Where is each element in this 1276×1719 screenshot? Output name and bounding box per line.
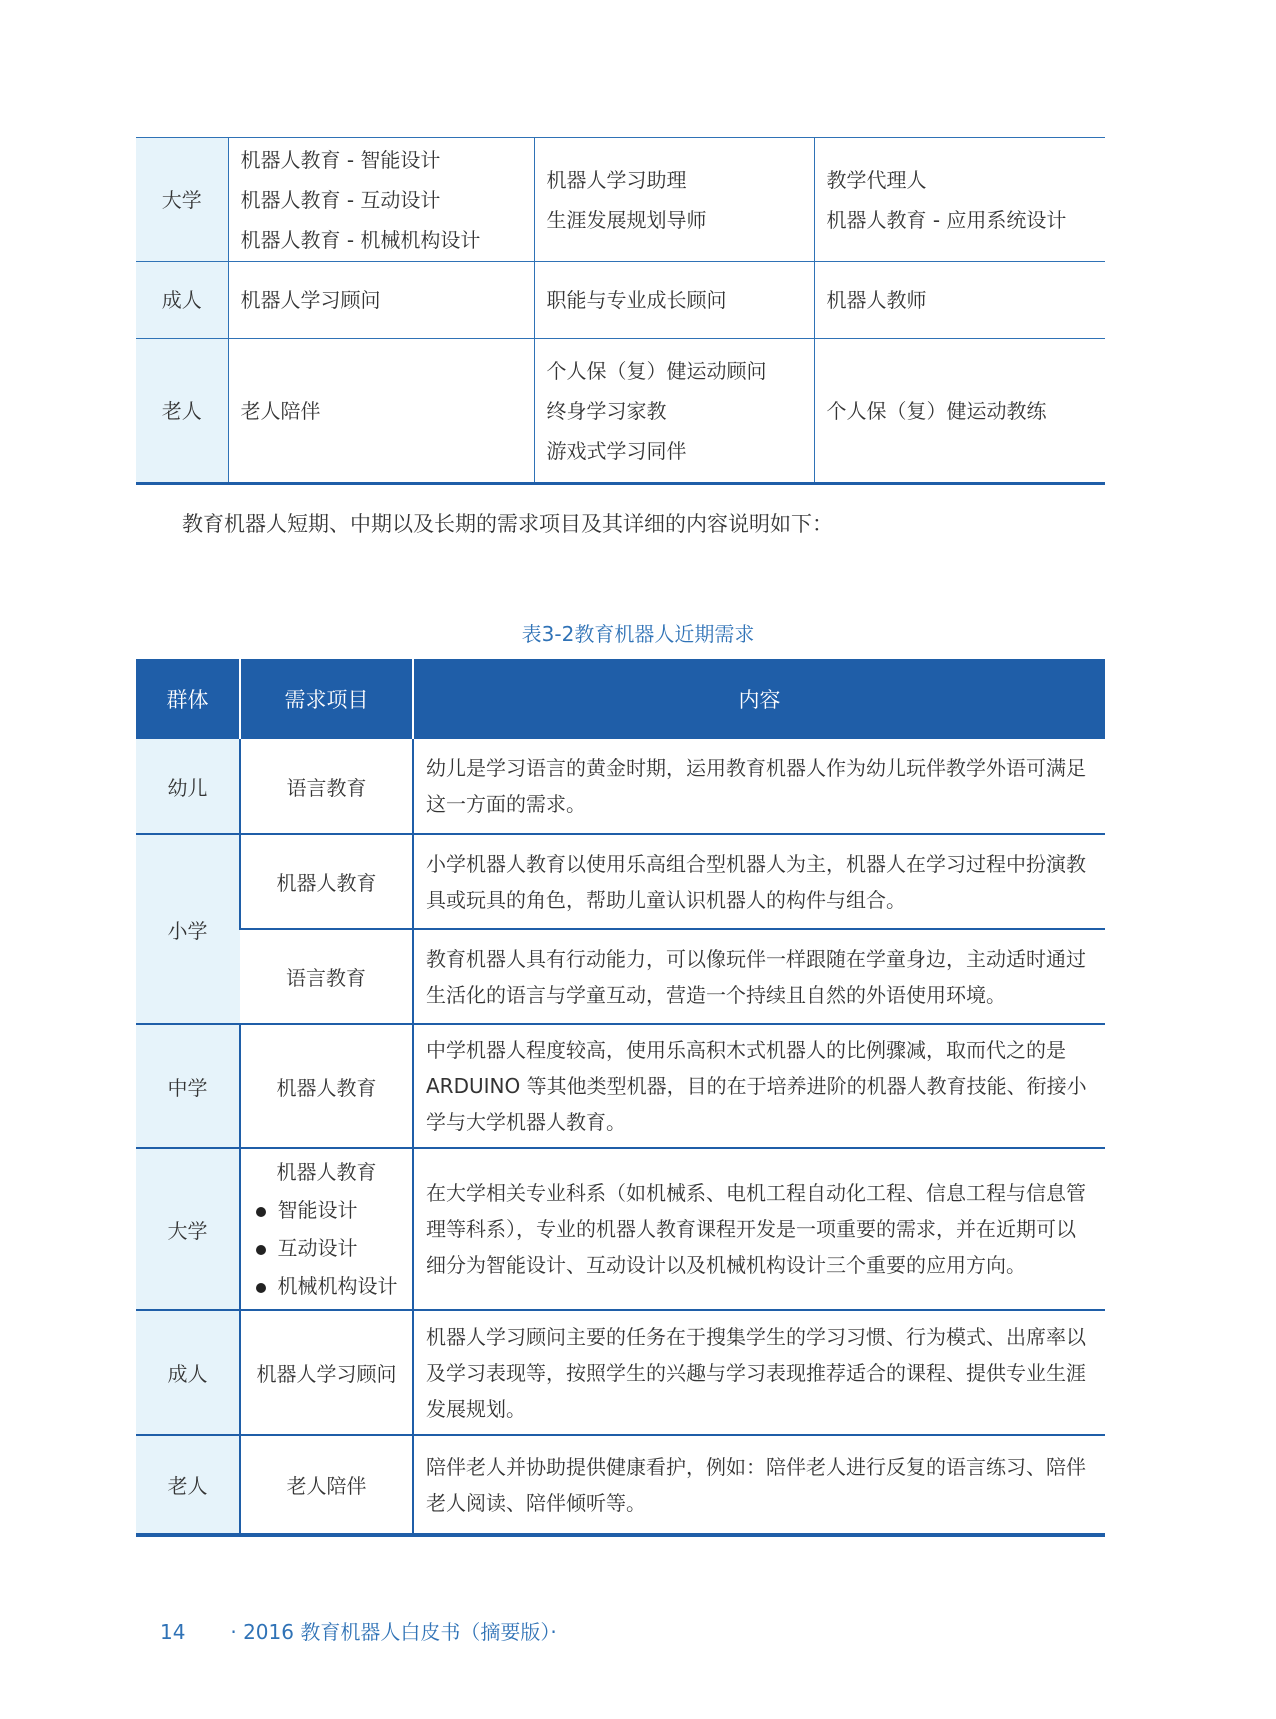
cell-line: 机器人教育 - 互动设计 [240, 187, 441, 212]
content-cell: 小学机器人教育以使用乐高组合型机器人为主，机器人在学习过程中扮演教具或玩具的角色，帮助儿童认识机器人的构件与组合。 [413, 834, 1105, 929]
group-cell: 小学 [136, 834, 240, 1024]
item-cell [240, 1148, 413, 1310]
table-row [136, 1435, 1105, 1535]
roles-table [136, 137, 1105, 485]
header-row [136, 659, 1105, 739]
cell-line: 机器人教师 [826, 288, 927, 312]
bullet-icon [256, 1283, 266, 1293]
table-row [136, 138, 1105, 262]
cell [228, 138, 534, 262]
cell-line: 个人保（复）健运动教练 [826, 398, 1047, 423]
group-cell: 中学 [136, 1024, 240, 1148]
cell-line: 生涯发展规划导师 [546, 207, 707, 232]
list-item [256, 1229, 398, 1267]
cell-line: 职能与专业成长顾问 [546, 288, 727, 312]
item-cell: 语言教育 [240, 739, 413, 834]
cell-line: 老人陪伴 [240, 398, 321, 423]
cell-line: 机器人教育 - 智能设计 [240, 147, 441, 172]
bullet-icon [256, 1245, 266, 1255]
cell-line: 教学代理人 [826, 167, 927, 192]
content-cell: 教育机器人具有行动能力，可以像玩伴一样跟随在学童身边，主动适时通过生活化的语言与学童互动，营造一个持续且自然的外语使用环境。 [413, 929, 1105, 1024]
item-cell: 老人陪伴 [240, 1435, 413, 1535]
table-row [136, 1148, 1105, 1310]
list-item-label: 互动设计 [277, 1236, 358, 1260]
group-cell: 成人 [136, 262, 228, 339]
group-cell: 幼儿 [136, 739, 240, 834]
needs-table [136, 659, 1105, 1537]
cell-line: 机器人教育 - 机械机构设计 [240, 227, 481, 252]
cell [228, 339, 534, 484]
item-cell: 机器人教育 [240, 1024, 413, 1148]
table-row [136, 1024, 1105, 1148]
cell [534, 138, 814, 262]
group-cell: 成人 [136, 1310, 240, 1435]
table-caption: 表3-2教育机器人近期需求 [521, 622, 755, 646]
list-item-label: 智能设计 [277, 1198, 358, 1222]
group-cell: 老人 [136, 339, 228, 484]
table-row [136, 929, 1105, 1024]
table-row [136, 339, 1105, 484]
table-row [136, 1310, 1105, 1435]
cell [534, 339, 814, 484]
footer-title: · 2016 教育机器人白皮书（摘要版）· [230, 1620, 557, 1644]
item-cell: 机器人学习顾问 [240, 1310, 413, 1435]
list-item [256, 1267, 398, 1305]
cell [534, 262, 814, 339]
content-cell: 机器人学习顾问主要的任务在于搜集学生的学习习惯、行为模式、出席率以及学习表现等，按照学生的兴趣与学习表现推荐适合的课程、提供专业生涯发展规划。 [413, 1310, 1105, 1435]
content-cell: 幼儿是学习语言的黄金时期，运用教育机器人作为幼儿玩伴教学外语可满足这一方面的需求。 [413, 739, 1105, 834]
cell [228, 262, 534, 339]
group-cell: 大学 [136, 138, 228, 262]
cell [814, 138, 1105, 262]
page-footer [160, 1616, 557, 1645]
cell-line: 游戏式学习同伴 [546, 438, 687, 463]
header-item: 需求项目 [240, 659, 413, 739]
cell-line: 机器人学习顾问 [240, 288, 381, 312]
table-row [136, 262, 1105, 339]
content-cell: 在大学相关专业科系（如机械系、电机工程自动化工程、信息工程与信息管理等科系），专业的机器人教育课程开发是一项重要的需求，并在近期可以细分为智能设计、互动设计以及机械机构设计三个重要的应用方向。 [413, 1148, 1105, 1310]
cell-line: 个人保（复）健运动顾问 [546, 358, 767, 383]
bullet-icon [256, 1207, 266, 1217]
cell [814, 339, 1105, 484]
header-content: 内容 [413, 659, 1105, 739]
item-cell: 语言教育 [240, 929, 413, 1024]
cell-line: 终身学习家教 [546, 398, 667, 423]
cell-line: 机器人教育 - 应用系统设计 [826, 207, 1067, 232]
page-number: 14 [160, 1620, 186, 1644]
content-cell: 陪伴老人并协助提供健康看护，例如：陪伴老人进行反复的语言练习、陪伴老人阅读、陪伴倾听等。 [413, 1435, 1105, 1535]
item-cell: 机器人教育 [240, 834, 413, 929]
group-cell: 老人 [136, 1435, 240, 1535]
cell-line: 机器人学习助理 [546, 167, 687, 192]
list-item [256, 1191, 398, 1229]
intro-paragraph: 教育机器人短期、中期以及长期的需求项目及其详细的内容说明如下： [182, 512, 833, 536]
table-row [136, 834, 1105, 929]
table-row [136, 739, 1105, 834]
item-list [256, 1153, 398, 1305]
list-item-label: 机械机构设计 [277, 1274, 398, 1298]
content-cell: 中学机器人程度较高，使用乐高积木式机器人的比例骤减，取而代之的是ARDUINO 等其他类型机器，目的在于培养进阶的机器人教育技能、衔接小学与大学机器人教育。 [413, 1024, 1105, 1148]
item-title: 机器人教育 [276, 1160, 377, 1184]
group-cell: 大学 [136, 1148, 240, 1310]
cell [814, 262, 1105, 339]
header-group: 群体 [136, 659, 240, 739]
